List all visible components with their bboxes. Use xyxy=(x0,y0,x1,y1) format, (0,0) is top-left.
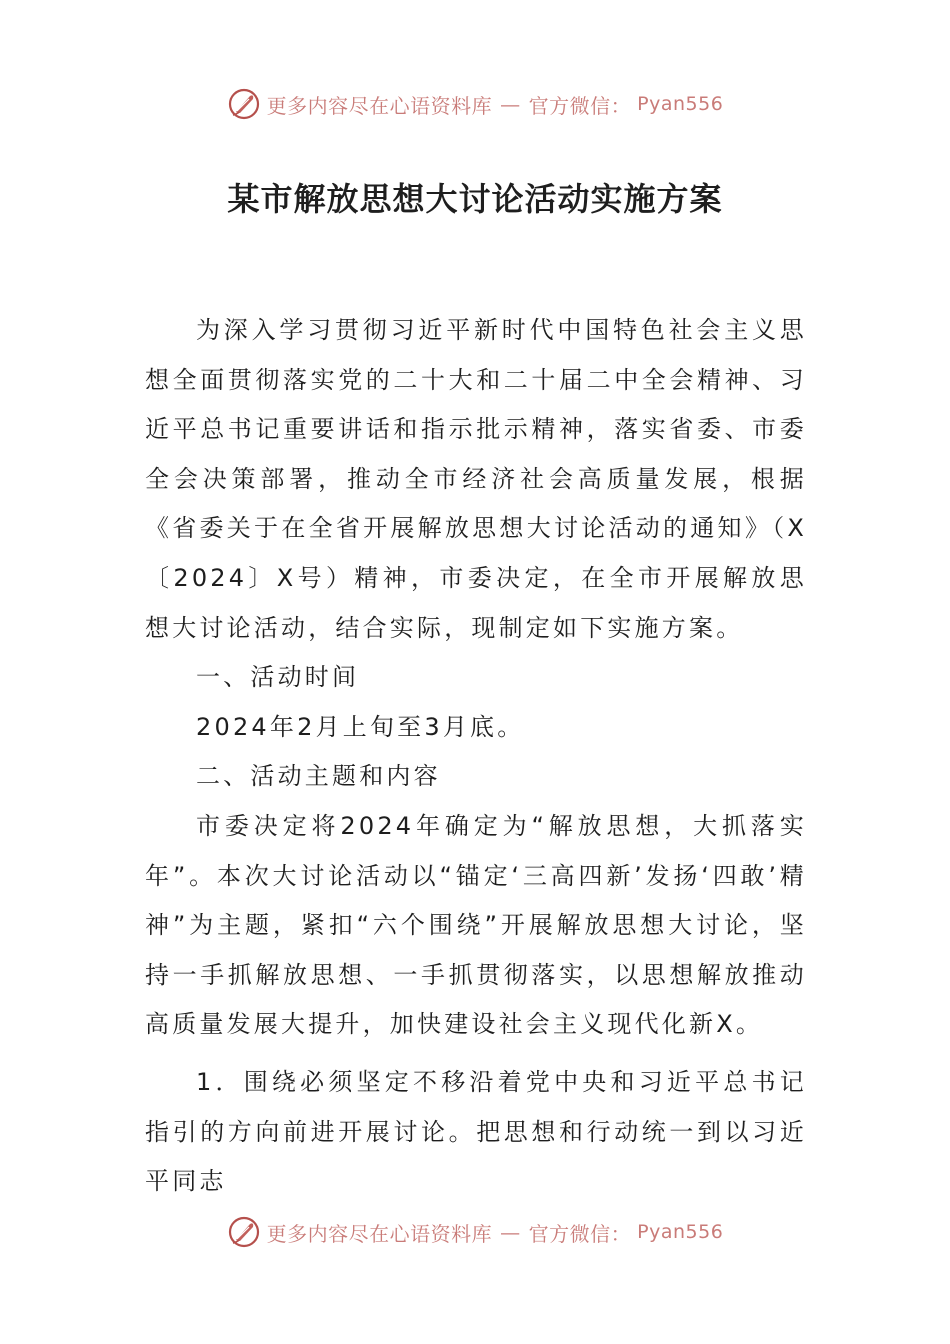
document-title: 某市解放思想大讨论活动实施方案 xyxy=(227,180,723,218)
watermark-label: 官方微信： xyxy=(528,1221,632,1246)
watermark-brand: 更多内容尽在心语资料库 xyxy=(266,1221,493,1246)
watermark-header xyxy=(0,84,950,124)
intro-paragraph: 为深入学习贯彻习近平新时代中国特色社会主义思想全面贯彻落实党的二十大和二十届二中全会精神、习近平总书记重要讲话和指示批示精神，落实省委、市委全会决策部署，推动全市经济社会高质量发展，根据《省委关于在全省开展解放思想大讨论活动的通知》（X〔2024〕X号）精神，市委决定，在全市开展解放思想大讨论活动，结合实际，现制定如下实施方案。 xyxy=(145,316,807,642)
watermark-footer xyxy=(0,1212,950,1252)
watermark-label: 官方微信： xyxy=(528,93,632,118)
section-heading-theme-content: 二、活动主题和内容 xyxy=(196,762,441,791)
item-1-paragraph: 1．围绕必须坚定不移沿着党中央和习近平总书记指引的方向前进开展讨论。把思想和行动统一到以习近平同志 xyxy=(145,1067,807,1196)
document-body xyxy=(145,306,807,1207)
theme-paragraph: 市委决定将2024年确定为“解放思想，大抓落实年”。本次大讨论活动以“锚定‘三高四新’发扬‘四敢’精神”为主题，紧扣“六个围绕”开展解放思想大讨论，坚持一手抓解放思想、一手抓贯彻落实，以思想解放推动高质量发展大提升，加快建设社会主义现代化新X。 xyxy=(145,811,807,1039)
quill-pen-logo-icon xyxy=(227,1215,261,1249)
watermark-wechat-id: Pyan556 xyxy=(637,93,724,115)
watermark-dash: — xyxy=(500,92,521,116)
quill-pen-logo-icon xyxy=(227,87,261,121)
watermark-wechat-id: Pyan556 xyxy=(637,1221,724,1243)
watermark-brand: 更多内容尽在心语资料库 xyxy=(266,93,493,118)
activity-time-text: 2024年2月上旬至3月底。 xyxy=(196,712,525,741)
watermark-dash: — xyxy=(500,1220,521,1244)
section-heading-activity-time: 一、活动时间 xyxy=(196,663,360,692)
